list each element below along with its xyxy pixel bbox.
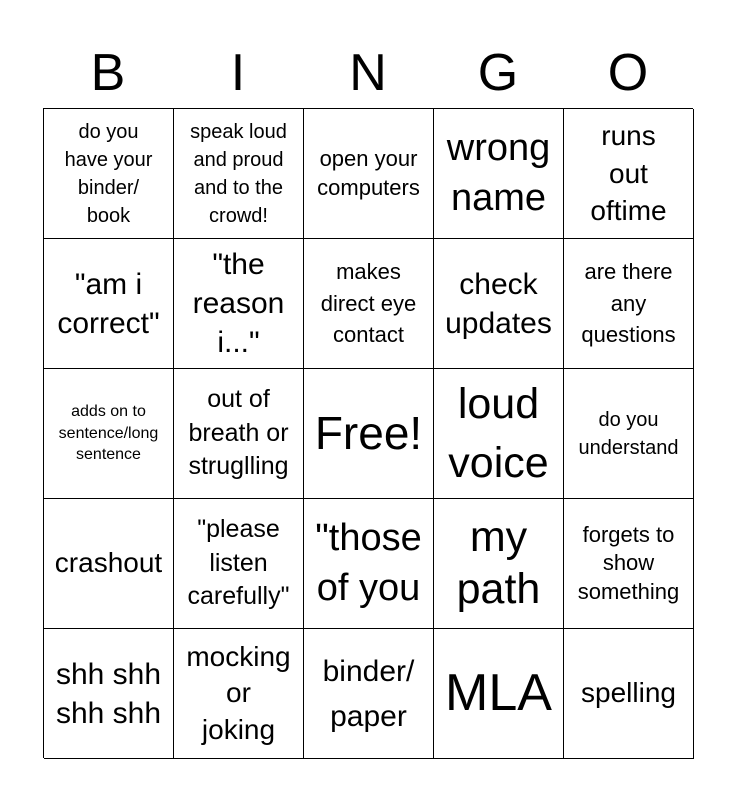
bingo-cell[interactable] [564,499,694,629]
cell-text: "the reason i..." [192,248,285,359]
bingo-cell[interactable] [564,629,694,759]
bingo-cell[interactable] [174,499,304,629]
cell-text: mocking or joking [186,640,291,745]
bingo-cell[interactable] [174,239,304,369]
cell-text: my path [456,512,541,613]
cell-text: crashout [54,547,163,579]
cell-text: "please listen carefully" [187,514,290,611]
bingo-cell[interactable] [44,239,174,369]
cell-text: runs out oftime [590,119,667,227]
bingo-cell[interactable] [304,629,434,759]
cell-text: out of breath or struglling [188,384,289,481]
bingo-cell[interactable] [434,499,564,629]
bingo-cell[interactable] [174,109,304,239]
bingo-cell[interactable] [174,629,304,759]
header-letter-g: G [477,44,519,102]
cell-text: speak loud and proud and to the crowd! [190,120,287,227]
bingo-cell[interactable] [564,369,694,499]
bingo-cell[interactable] [44,109,174,239]
cell-text: spelling [581,677,676,709]
cell-text: are there any questions [581,258,676,348]
bingo-cell[interactable] [564,239,694,369]
cell-text: shh shh shh shh [55,657,162,730]
free-space-cell[interactable] [304,369,434,499]
cell-text: do you understand [578,408,679,459]
bingo-cell[interactable] [44,499,174,629]
bingo-board [43,108,693,758]
cell-text: forgets to show something [577,521,680,604]
header-letter-n: N [349,44,387,102]
cell-text: MLA [445,663,552,722]
bingo-header [43,40,693,106]
header-letter-i: I [230,44,246,102]
header-letter-b: B [90,44,126,102]
bingo-cell[interactable] [304,499,434,629]
cell-text: adds on to sentence/long sentence [58,403,159,464]
cell-text: "am i correct" [57,267,160,340]
cell-text: binder/ paper [322,654,415,733]
bingo-cell[interactable] [434,109,564,239]
cell-text: wrong name [446,127,551,219]
cell-text: loud voice [448,380,549,487]
cell-text: open your computers [317,145,420,200]
bingo-cell[interactable] [44,629,174,759]
cell-text: "those of you [315,517,422,609]
cell-text: do you have your binder/ book [64,120,153,227]
free-space-text: Free! [314,407,423,460]
bingo-cell[interactable] [174,369,304,499]
bingo-cell[interactable] [434,629,564,759]
bingo-cell[interactable] [434,239,564,369]
cell-text: check updates [445,267,552,340]
bingo-cell[interactable] [304,109,434,239]
bingo-cell[interactable] [304,239,434,369]
bingo-cell[interactable] [564,109,694,239]
header-letter-o: O [607,44,649,102]
bingo-cell[interactable] [44,369,174,499]
cell-text: makes direct eye contact [320,258,417,348]
bingo-cell[interactable] [434,369,564,499]
